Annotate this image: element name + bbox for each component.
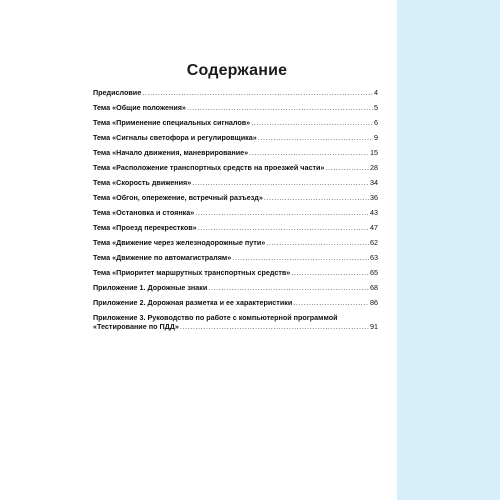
- toc-entry-text: Тема «Применение специальных сигналов»: [93, 118, 251, 127]
- toc-entry-text: Тема «Движение по автомагистралям»: [93, 253, 232, 262]
- toc-entry-text: Тема «Начало движения, маневрирование»: [93, 148, 249, 157]
- toc-entry: [93, 163, 378, 172]
- toc-entry-text: Приложение 2. Дорожная разметка и ее характеристики: [93, 298, 293, 307]
- leader-dots: [232, 253, 369, 262]
- toc-page-number: 47: [370, 223, 378, 232]
- leader-dots: [249, 148, 369, 157]
- toc-page-number: 15: [370, 148, 378, 157]
- toc-page-number: 4: [374, 88, 378, 97]
- toc-entry-text: Тема «Обгон, опережение, встречный разъезд»: [93, 193, 263, 202]
- toc-entry: [93, 148, 378, 157]
- toc-page-number: 6: [374, 118, 378, 127]
- toc-page-number: 68: [370, 283, 378, 292]
- toc-page-number: 43: [370, 208, 378, 217]
- toc-entry: [93, 283, 378, 292]
- toc-entry: [93, 313, 378, 331]
- leader-dots: [208, 283, 369, 292]
- toc-entry-text: Предисловие: [93, 88, 142, 97]
- toc-page-number: 86: [370, 298, 378, 307]
- leader-dots: [195, 208, 369, 217]
- leader-dots: [192, 178, 369, 187]
- toc-entry-text: Тема «Приоритет маршрутных транспортных средств»: [93, 268, 291, 277]
- toc-entry: [93, 253, 378, 262]
- page-title: Содержание: [186, 62, 288, 79]
- toc-entry-text: Приложение 1. Дорожные знаки: [93, 283, 208, 292]
- toc-entry-text: Тема «Сигналы светофора и регулировщика»: [93, 133, 257, 142]
- toc-entry: [93, 298, 378, 307]
- leader-dots: [291, 268, 369, 277]
- toc-entry-text: Тема «Движение через железнодорожные пути»: [93, 238, 266, 247]
- toc-entry: [93, 103, 378, 112]
- toc-entry-text: Приложение 3. Руководство по работе с компьютерной программой: [93, 313, 338, 322]
- leader-dots: [251, 118, 373, 127]
- toc-entry: [93, 268, 378, 277]
- toc-entry-text-continued: «Тестирование по ПДД»: [93, 322, 179, 331]
- toc-entry: [93, 133, 378, 142]
- toc-page-number: 36: [370, 193, 378, 202]
- toc-page-number: 91: [370, 322, 378, 331]
- leader-dots: [198, 223, 369, 232]
- leader-dots: [142, 88, 373, 97]
- toc-entry-text: Тема «Проезд перекрестков»: [93, 223, 197, 232]
- table-of-contents: [93, 88, 378, 331]
- toc-page-number: 9: [374, 133, 378, 142]
- toc-entry-text: Тема «Остановка и стоянка»: [93, 208, 195, 217]
- toc-page-number: 5: [374, 103, 378, 112]
- leader-dots: [187, 103, 373, 112]
- toc-page-number: 28: [370, 163, 378, 172]
- toc-page-number: 34: [370, 178, 378, 187]
- toc-entry: [93, 208, 378, 217]
- toc-entry: [93, 118, 378, 127]
- toc-entry-text: Тема «Скорость движения»: [93, 178, 192, 187]
- toc-page-number: 62: [370, 238, 378, 247]
- toc-entry-text: Тема «Общие положения»: [93, 103, 186, 112]
- leader-dots: [264, 193, 369, 202]
- leader-dots: [180, 322, 369, 331]
- leader-dots: [258, 133, 373, 142]
- leader-dots: [325, 163, 369, 172]
- leader-dots: [266, 238, 369, 247]
- toc-entry-text: Тема «Расположение транспортных средств на проезжей части»: [93, 163, 325, 172]
- toc-entry: [93, 193, 378, 202]
- leader-dots: [293, 298, 369, 307]
- toc-entry: [93, 178, 378, 187]
- toc-entry: [93, 88, 378, 97]
- toc-page-number: 65: [370, 268, 378, 277]
- toc-entry: [93, 223, 378, 232]
- side-color-band: [397, 0, 500, 500]
- toc-page-number: 63: [370, 253, 378, 262]
- toc-entry: [93, 238, 378, 247]
